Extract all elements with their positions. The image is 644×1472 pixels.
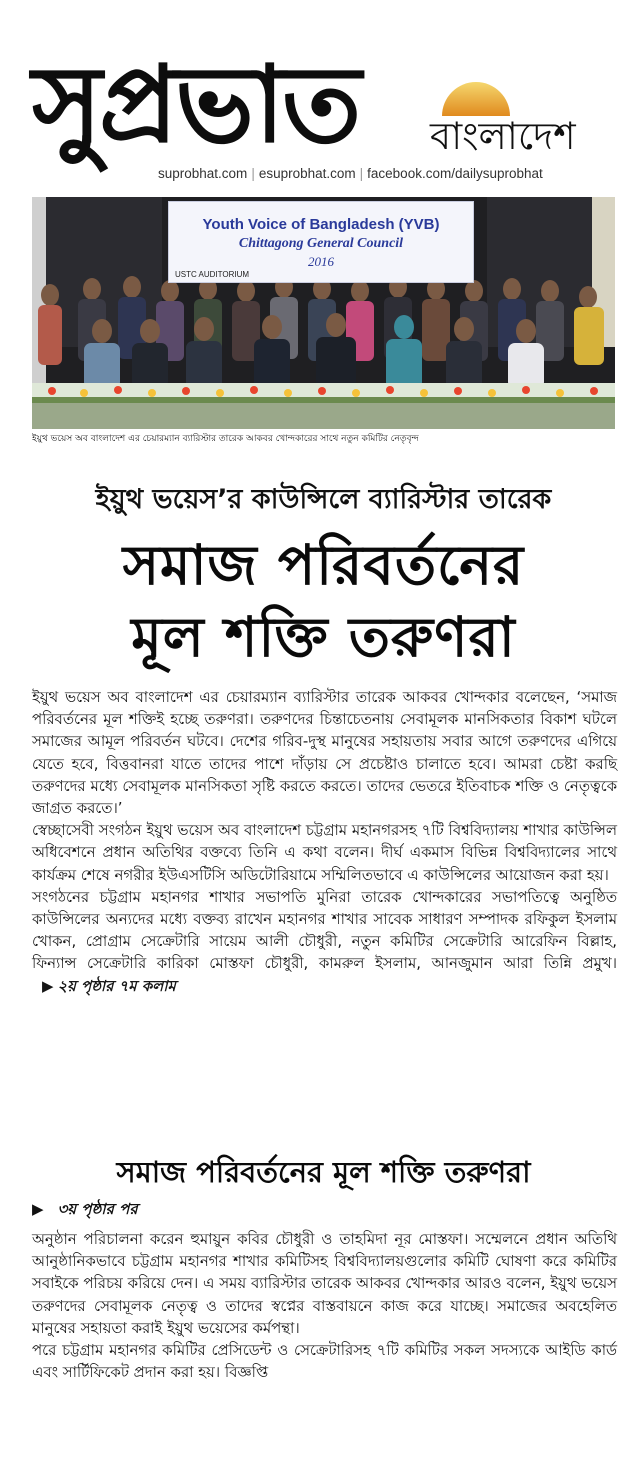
masthead <box>0 0 644 196</box>
link-separator: | <box>359 166 364 181</box>
continuation-from <box>32 1198 138 1220</box>
facebook-link[interactable]: facebook.com/dailysuprobhat <box>367 166 543 181</box>
link-separator: | <box>251 166 255 181</box>
article-paragraph: স্বেচ্ছাসেবী সংগঠন ইয়ুথ ভয়েস অব বাংলাদেশ চট্টগ্রাম মহানগরসহ ৭টি বিশ্ববিদ্যালয় শাখার কাউন্সিল অধিবেশনে প্রধান অতিথির বক্তব্যে তিনি এ কথা বলেন। দীর্ঘ একমাস বিভিন্ন বিশ্ববিদ্যালের সাথে কার্যক্রম শেষে নগরীর ইউএসটিসি অডিটোরিয়ামে সম্মিলিতভাবে এ কাউন্সিলের আয়োজন করা হয়। <box>32 821 617 884</box>
banner-title: Youth Voice of Bangladesh (YVB) <box>202 216 440 233</box>
article-paragraph-text: সংগঠনের চট্টগ্রাম মহানগর শাখার সভাপতি মুনিরা তারেক খোন্দকারের সভাপতিত্বে অনুষ্ঠিত কাউন্সিলের অন্যদের মধ্যে বক্তব্য রাখেন মহানগর শাখার সাবেক সাধারণ সম্পাদক রফিকুল ইসলাম খোকন, প্রোগ্রাম সেক্রেটারি সায়েম আলী চৌধুরী, নতুন কমিটির সেক্রেটারি আরেফিন বিল্লাহ, ফিন্যান্স সেক্রেটারি কারিকা মোস্তফা চৌধুরী, কামরুল ইসলাম, আনজুমান আরা তিন্নি প্রমুখ। <box>32 887 617 973</box>
jump-label[interactable]: ২য় পৃষ্ঠার ৭ম কলাম <box>57 976 176 995</box>
continuation-body <box>32 1228 617 1383</box>
article-paragraph <box>32 886 617 997</box>
newspaper-logo-suffix: বাংলাদেশ <box>430 114 576 158</box>
sun-logo-icon <box>440 78 512 116</box>
arrow-right-icon: ▶ <box>42 976 54 995</box>
continuation-headline: সমাজ পরিবর্তনের মূল শক্তি তরুণরা <box>116 1155 531 1189</box>
article-headline-line1: সমাজ পরিবর্তনের <box>122 533 525 597</box>
newspaper-logo: সুপ্রভাত <box>32 43 359 166</box>
website-links <box>158 166 543 181</box>
website-link[interactable]: suprobhat.com <box>158 166 248 181</box>
continuation-paragraph: অনুষ্ঠান পরিচালনা করেন হুমায়ুন কবির চৌধুরী ও তাহমিদা নূর মোস্তফা। সম্মেলনে প্রধান অতিথি আনুষ্ঠানিকভাবে চট্টগ্রাম মহানগর শাখার কমিটিসহ বিশ্ববিদ্যালয়গুলোর কমিটি ঘোষণা করে কমিটির সবাইকে পরিচয় করিয়ে দেন। এ সময় ব্যারিস্টার তারেক আকবর খোন্দকার আরও বলেন, ইয়ুথ ভয়েস তরুণদের সেবামূলক নেতৃত্ব ও তাদের স্বপ্নের বাস্তবায়নে কাজ করে যাচ্ছে। সমাজের অবহেলিত মানুষের সহায়তা করাই ইয়ুথ ভয়েসের কর্মপন্থা। <box>32 1230 617 1337</box>
article-headline-line2: মূল শক্তি তরুণরা <box>131 605 516 669</box>
article-body <box>32 686 617 997</box>
continuation-paragraph: পরে চট্টগ্রাম মহানগর কমিটির প্রেসিডেন্ট ও সেক্রেটারিসহ ৭টি কমিটির সকল সদস্যকে আইডি কার্ড এবং সার্টিফিকেট প্রদান করা হয়। বিজ্ঞপ্তি <box>32 1341 617 1382</box>
banner-year: 2016 <box>308 254 334 269</box>
article-photo <box>32 197 615 429</box>
photo-caption: ইয়ুথ ভয়েস অব বাংলাদেশ এর চেয়ারম্যান ব্যারিস্টার তারেক আকবর খোন্দকারের সাথে নতুন কমিটির নেতৃবৃন্দ <box>32 434 419 444</box>
epaper-link[interactable]: esuprobhat.com <box>258 166 356 181</box>
banner-subtitle: Chittagong General Council <box>238 236 404 251</box>
continuation-from-label: ৩য় পৃষ্ঠার পর <box>57 1200 138 1218</box>
article-paragraph: ইয়ুথ ভয়েস অব বাংলাদেশ এর চেয়ারম্যান ব্যারিস্টার তারেক আকবর খোন্দকার বলেছেন, ‘সমাজ পরিবর্তনের মূল শক্তিই হচ্ছে তরুণরা। তরুণদের চিন্তাচেতনায় সেবামূলক মানসিকতার বিকাশ ঘটলে সমাজের আমূল পরিবর্তন ঘটবে। দেশের গরিব-দুস্থ মানুষের সহায়তায় সবার আগে তরুণদের এগিয়ে যেতে হবে, বিত্তবানরা যাতে তাদের পাশে দাঁড়ায় সে প্রচেষ্টাও চালাতে হবে। আমরা চেষ্টা করছি তরুণদের মধ্যে সেবামূলক মানসিকতা সৃষ্টি করতে করতে। তাদের ভেতরে ইতিবাচক শক্তি ও নেতৃত্বকে জাগ্রত করতে।’ <box>32 688 617 818</box>
article-kicker: ইয়ুথ ভয়েস’র কাউন্সিলে ব্যারিস্টার তারেক <box>95 484 552 515</box>
event-banner <box>168 201 474 283</box>
banner-venue: USTC AUDITORIUM <box>175 270 250 279</box>
arrow-right-icon: ▶ <box>32 1200 44 1218</box>
